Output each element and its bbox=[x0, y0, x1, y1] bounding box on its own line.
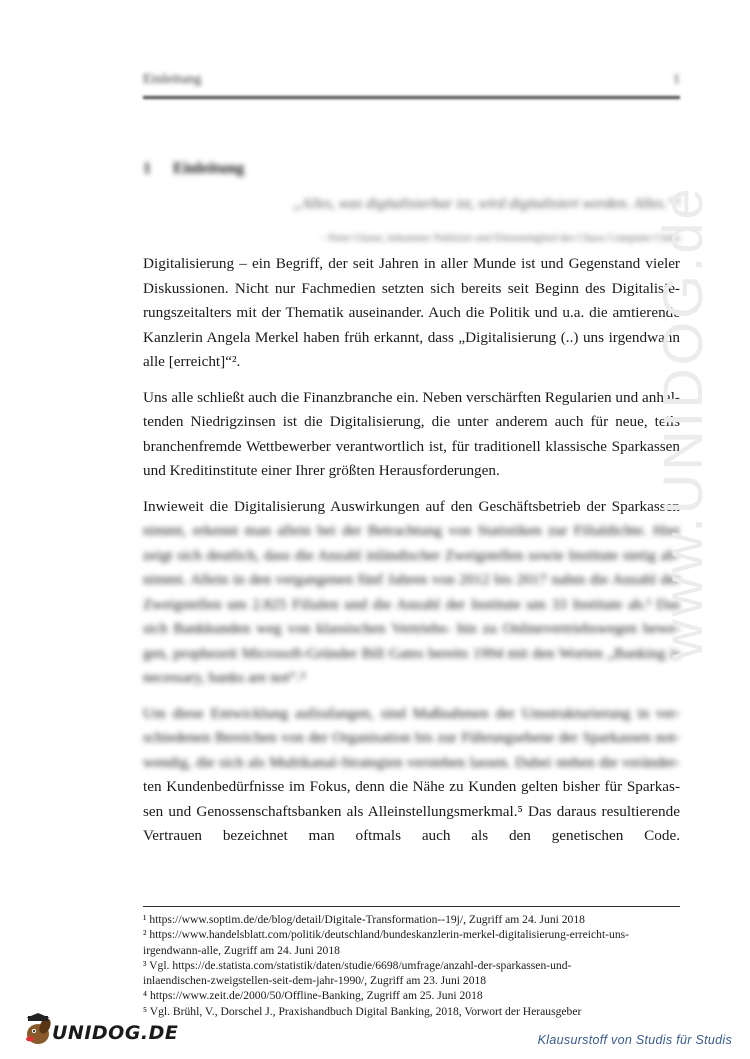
footnote-divider bbox=[143, 906, 680, 907]
blurred-text-line: necessary, banks are not“.⁴ bbox=[143, 669, 306, 686]
brand-tagline: Klausurstoff von Studis für Studis bbox=[537, 1033, 732, 1047]
footnote-3-cont: inlaendischen-zweigstellen-seit-dem-jahr-1990/, Zugriff am 23. Juni 2018 bbox=[143, 974, 487, 988]
footnote-2-cont: irgendwann-alle, Zugriff am 24. Juni 2018 bbox=[143, 943, 340, 957]
header-divider bbox=[143, 96, 680, 99]
blurred-text-line: Zweigstellen um 2.825 Filialen und die Anzahl der Institute um 33 Institute ab.³ Das bbox=[143, 595, 680, 613]
chapter-number: 1 bbox=[143, 160, 151, 177]
footnote-2: ² https://www.handelsblatt.com/politik/deutschland/bundeskanzlerin-merkel-digitalisierung-erreicht-uns- bbox=[143, 928, 629, 942]
text-line: Digitalisierung – ein Begriff, der seit Jahren in aller Munde ist und Gegenstand vieler bbox=[143, 255, 680, 272]
blurred-text-line: schiedenen Bereichen von der Organisation bis zur Führungsebene der Sparkassen not- bbox=[143, 729, 680, 746]
body-text bbox=[143, 252, 680, 860]
text-line: Inwieweit die Digitalisierung Auswirkungen auf den Geschäftsbetrieb der Sparkassen bbox=[143, 497, 680, 515]
blurred-text-line: sich Bankkunden weg von klassischen Vertriebs- hin zu Onlinevertriebswegen bewe- bbox=[143, 620, 680, 637]
epigraph-source: – Peter Glaser, bekannter Publizist und Ehrenmitglied des Chaos Computer Clubs bbox=[320, 232, 680, 244]
paragraph-1 bbox=[143, 252, 680, 375]
blurred-text-line: nimmt, erkennt man allein bei der Betrachtung von Statistiken zur Filialdichte. Hier bbox=[143, 522, 680, 539]
paragraph-3 bbox=[143, 495, 680, 691]
text-line: Vertrauen bezeichnet man oftmals auch als den genetischen Code. bbox=[143, 827, 680, 844]
footnote-4: ⁴ https://www.zeit.de/2000/50/Offline-Banking, Zugriff am 25. Juni 2018 bbox=[143, 989, 483, 1003]
text-line: rungszeitalters mit der Thematik auseinander. Auch die Politik und u.a. die amtierende bbox=[143, 304, 680, 321]
blurred-text-line: gen, prophezeit Microsoft-Gründer Bill Gates bereits 1994 mit den Worten „Banking is bbox=[143, 644, 680, 662]
footnote-5: ⁵ Vgl. Brühl, V., Dorschel J., Praxishandbuch Digital Banking, 2018, Vorwort der Herausgeber bbox=[143, 1004, 582, 1018]
running-header bbox=[143, 70, 680, 92]
text-line: branchenfremde Wettbewerber verantwortlich ist, für traditionell klassische Sparkassen bbox=[143, 437, 680, 455]
text-line: sen und Genossenschaftsbanken als Alleinstellungsmerkmal.⁵ Das daraus resultierende bbox=[143, 802, 680, 820]
blurred-text-line: nimmt. Allein in den vergangenen fünf Jahren von 2012 bis 2017 nahm die Anzahl der bbox=[143, 571, 680, 588]
paragraph-2 bbox=[143, 386, 680, 484]
text-line: Diskussionen. Nicht nur Fachmedien setzten sich bereits seit Beginn des Digitalisie- bbox=[143, 279, 680, 297]
text-line: Kanzlerin Angela Merkel haben früh erkannt, dass „Digitalisierung (..) uns irgendwann bbox=[143, 328, 680, 346]
blurred-text-line: Um diese Entwicklung aufzufangen, sind Maßnahmen der Umstrukturierung in ver- bbox=[143, 704, 680, 722]
text-line: alle [erreicht]“². bbox=[143, 353, 241, 370]
watermark: www.UNIDOG.de bbox=[651, 185, 714, 660]
chapter-title: Einleitung bbox=[173, 160, 245, 177]
footnote-1: ¹ https://www.soptim.de/de/blog/detail/Digitale-Transformation--19j/, Zugriff am 24. Juni 2018 bbox=[143, 913, 585, 926]
text-line: Uns alle schließt auch die Finanzbranche ein. Neben verschärften Regularien und anhal- bbox=[143, 388, 680, 406]
logo-text: UNIDOG.DE bbox=[52, 1022, 179, 1044]
footnote-3: ³ Vgl. https://de.statista.com/statistik/daten/studie/6698/umfrage/anzahl-der-sparkassen-und- bbox=[143, 958, 572, 972]
blurred-text-line: zeigt sich deutlich, dass die Anzahl inländischer Zweigstellen sowie Institute stetig ab- bbox=[143, 546, 680, 564]
paragraph-4 bbox=[143, 702, 680, 849]
epigraph-quote: „Alles, was digitalisierbar ist, wird digitalisiert werden. Alles.“¹ bbox=[293, 196, 680, 212]
text-line: tenden Niedrigzinsen ist die Digitalisierung, die unter anderem auch für neue, teils bbox=[143, 413, 680, 430]
header-section-title: Einleitung bbox=[143, 72, 202, 87]
text-line: ten Kundenbedürfnisse im Fokus, denn die Nähe zu Kunden gelten bisher für Sparkas- bbox=[143, 778, 680, 795]
blurred-text-line: wendig, die sich als Multikanal-Strategien verstehen lassen. Dabei stehen die veränder- bbox=[143, 753, 680, 771]
header-page-number: 1 bbox=[673, 72, 680, 87]
footnotes bbox=[143, 912, 703, 1019]
chapter-heading bbox=[143, 160, 244, 178]
text-line: und Kreditinstitute einer Ihrer größten Herausforderungen. bbox=[143, 462, 500, 479]
